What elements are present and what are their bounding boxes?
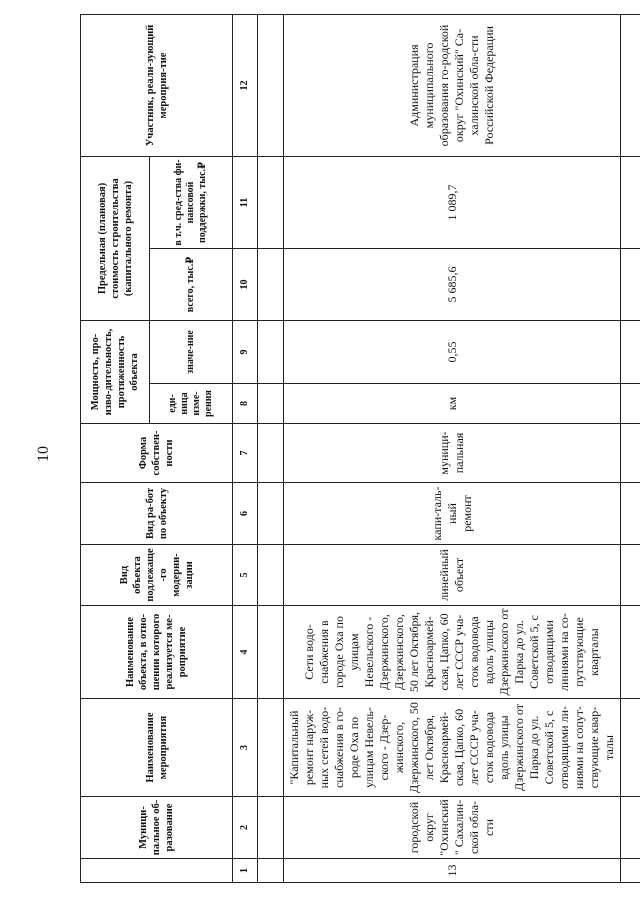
empty-cell bbox=[258, 248, 284, 320]
empty-row bbox=[621, 14, 640, 882]
document-table bbox=[80, 14, 640, 883]
empty-row bbox=[258, 14, 284, 882]
header-capacity-group: Мощность, про-изво-дительность, протяженность объекта bbox=[81, 320, 150, 423]
header-work-type: Вид ра-бот по объекту bbox=[81, 483, 233, 545]
empty-cell bbox=[621, 545, 640, 606]
column-number: 9 bbox=[233, 320, 258, 383]
empty-cell bbox=[258, 545, 284, 606]
header-cost-fin-support: в т.ч. сред-ства фи-нансовой поддержки, тыс.₽ bbox=[150, 156, 233, 248]
row-work-type: капи-таль-ный ремонт bbox=[284, 483, 621, 545]
column-number: 1 bbox=[233, 859, 258, 883]
header-cost-group: Предельная (плановая) стоимость строительства (капитального ремонта) bbox=[81, 156, 150, 320]
empty-cell bbox=[258, 424, 284, 483]
empty-cell bbox=[621, 248, 640, 320]
empty-cell bbox=[621, 320, 640, 383]
column-number: 2 bbox=[233, 797, 258, 859]
page-number: 10 bbox=[35, 446, 52, 462]
column-number: 5 bbox=[233, 545, 258, 606]
row-unit: км bbox=[284, 384, 621, 424]
empty-cell bbox=[621, 14, 640, 156]
empty-cell bbox=[258, 483, 284, 545]
empty-cell bbox=[258, 699, 284, 797]
empty-cell bbox=[258, 320, 284, 383]
row-number: 13 bbox=[284, 859, 621, 883]
empty-cell bbox=[621, 859, 640, 883]
row-municipality: городской округ "Охинский" Сахалин-ской обла-сти bbox=[284, 797, 621, 859]
column-number: 11 bbox=[233, 156, 258, 248]
header-object-type: Вид объекта подлежаще-го модерни-зации bbox=[81, 545, 233, 606]
empty-cell bbox=[258, 384, 284, 424]
empty-cell bbox=[621, 483, 640, 545]
header-municipality: Муници-пальное об-разование bbox=[81, 797, 233, 859]
column-number: 6 bbox=[233, 483, 258, 545]
column-number: 10 bbox=[233, 248, 258, 320]
header-participant: Участник, реали-зующий мероприя-тие bbox=[81, 14, 233, 156]
column-numbers-row bbox=[233, 14, 258, 882]
empty-cell bbox=[621, 156, 640, 248]
row-object-type: линейный объект bbox=[284, 545, 621, 606]
column-number: 3 bbox=[233, 699, 258, 797]
empty-cell bbox=[258, 797, 284, 859]
header-cost-total: всего, тыс.₽ bbox=[150, 248, 233, 320]
header-col1 bbox=[81, 859, 233, 883]
row-participant: Администрация муниципального образования го-родской округ "Охинский" Са-халинской обла-сти Российской Федерации bbox=[284, 14, 621, 156]
empty-cell bbox=[621, 797, 640, 859]
row-event-name: "Капитальный ремонт наруж-ных сетей водо-снабжения в го-роде Оха по улицам Невель-ского - Дзер-жинского, Дзержинского, 50 лет Октября, Красноармей-ская, Цапко, 60 лет СССР уча-сток водовода вдоль улицы Дзержинского от Парка до ул. Советской 5, с отводящими ли-ниями на сопут-ствующие квар-талы bbox=[284, 699, 621, 797]
column-number: 7 bbox=[233, 424, 258, 483]
header-capacity-unit: еди-ница изме-рения bbox=[150, 384, 233, 424]
row-object-name: Сети водо-снабжения в городе Оха по улицам Невельского - Дзержинского, Дзержинского, 50 лет Октября, Красноармей-ская, Цапко, 60 лет СССР уча-сток водовода вдоль улицы Дзержинского от Парка до ул. Советской 5, с отводящими линиями на со-путствующие кварталы bbox=[284, 606, 621, 699]
header-event-name: Наименование мероприятия bbox=[81, 699, 233, 797]
header-object-name: Наименование объекта, в отно-шении которого реализуется ме-роприятие bbox=[81, 606, 233, 699]
column-number: 12 bbox=[233, 14, 258, 156]
empty-cell bbox=[258, 156, 284, 248]
empty-cell bbox=[621, 424, 640, 483]
header-ownership: Форма собствен-ности bbox=[81, 424, 233, 483]
table-row bbox=[284, 14, 621, 882]
empty-cell bbox=[621, 699, 640, 797]
empty-cell bbox=[258, 859, 284, 883]
empty-cell bbox=[258, 606, 284, 699]
document-table-wrapper bbox=[80, 15, 616, 883]
row-ownership: муници-пальная bbox=[284, 424, 621, 483]
row-value: 0,55 bbox=[284, 320, 621, 383]
header-capacity-value: значе-ние bbox=[150, 320, 233, 383]
header-row bbox=[81, 14, 150, 882]
row-cost-fin-support: 1 089,7 bbox=[284, 156, 621, 248]
empty-cell bbox=[621, 606, 640, 699]
column-number: 4 bbox=[233, 606, 258, 699]
empty-cell bbox=[258, 14, 284, 156]
empty-cell bbox=[621, 384, 640, 424]
row-cost-total: 5 685,6 bbox=[284, 248, 621, 320]
column-number: 8 bbox=[233, 384, 258, 424]
